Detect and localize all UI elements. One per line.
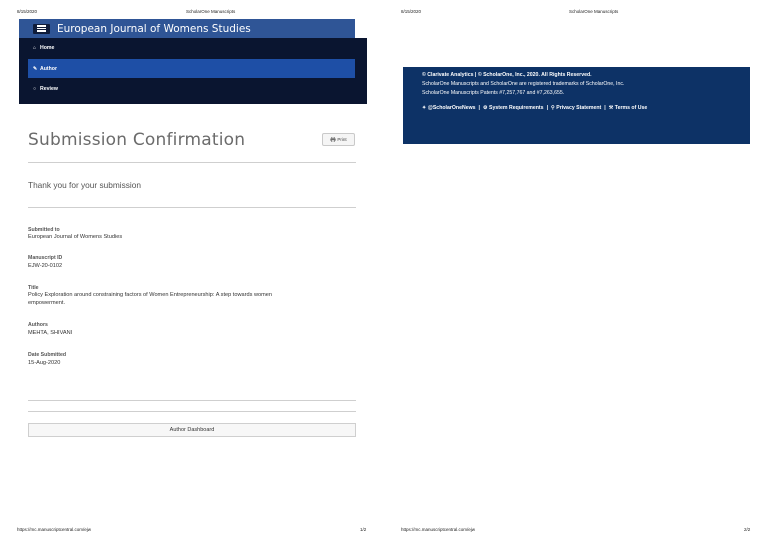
printer-icon (330, 137, 336, 143)
title-value-line1: Policy Exploration around constraining factors of Women Entrepreneurship: A step towards women (28, 292, 272, 298)
link-separator: | (546, 105, 549, 111)
print-page-2 (384, 0, 768, 543)
print-header-title: ScholarOne Manuscripts (186, 9, 236, 14)
site-footer (403, 67, 750, 144)
title-label: Title (28, 285, 39, 291)
print-header-date: 8/15/2020 (401, 9, 422, 14)
twitter-link[interactable]: ✦ @ScholarOneNews (422, 105, 476, 111)
print-footer-url: https://mc.manuscriptcentral.com/ejw (17, 527, 92, 532)
title-value-line2: empowerment. (28, 300, 65, 306)
main-nav (19, 38, 367, 104)
print-header-title: ScholarOne Manuscripts (569, 9, 619, 14)
print-button[interactable] (322, 133, 355, 146)
submitted-to-label: Submitted to (28, 227, 60, 233)
trademark-line: ScholarOne Manuscripts and ScholarOne are registered trademarks of ScholarOne, Inc. (422, 81, 625, 87)
copyright-line: © Clarivate Analytics | © ScholarOne, Inc., 2020. All Rights Reserved. (422, 72, 592, 78)
manuscript-id-label: Manuscript ID (28, 255, 63, 261)
page-title: Submission Confirmation (28, 130, 246, 150)
journal-title: European Journal of Womens Studies (57, 22, 251, 35)
print-footer-url: https://mc.manuscriptcentral.com/ejw (401, 527, 476, 532)
nav-item-label: Review (40, 85, 58, 92)
nav-item-label: Author (40, 65, 57, 72)
pencil-icon: ✎ (33, 65, 38, 72)
print-footer-page: 2/2 (744, 527, 751, 532)
link-separator: | (604, 105, 606, 111)
authors-value: MEHTA, SHIVANI (28, 330, 73, 336)
date-submitted-value: 15-Aug-2020 (28, 360, 61, 366)
link-separator: | (478, 105, 480, 111)
authors-label: Authors (28, 322, 48, 328)
privacy-statement-link[interactable]: ⚲ Privacy Statement (551, 105, 602, 111)
thank-you-message: Thank you for your submission (28, 180, 141, 190)
nav-item-review[interactable] (28, 79, 355, 98)
divider (28, 400, 356, 401)
date-submitted-label: Date Submitted (28, 352, 67, 358)
app-title-bar (19, 19, 355, 38)
print-button-label: Print (337, 137, 347, 142)
submitted-to-value: European Journal of Womens Studies (28, 234, 123, 240)
print-footer-page: 1/2 (360, 527, 367, 532)
print-header-date: 8/15/2020 (17, 9, 38, 14)
author-dashboard-button[interactable]: Author Dashboard (28, 423, 356, 437)
system-requirements-link[interactable]: ⚙ System Requirements (482, 105, 544, 111)
terms-of-use-link[interactable]: ⚒ Terms of Use (608, 105, 648, 111)
divider (28, 411, 356, 412)
nav-item-author[interactable] (28, 59, 355, 78)
hamburger-menu-icon[interactable] (33, 24, 50, 34)
comment-icon: ○ (33, 85, 37, 92)
nav-item-label: Home (40, 44, 55, 51)
patents-line: ScholarOne Manuscripts Patents #7,257,767 and #7,263,655. (422, 90, 565, 96)
manuscript-id-value: EJW-20-0102 (28, 263, 63, 269)
home-icon: ⌂ (33, 44, 37, 51)
footer-links (422, 105, 647, 111)
nav-item-home[interactable] (28, 38, 355, 57)
divider (28, 162, 356, 163)
divider (28, 207, 356, 208)
